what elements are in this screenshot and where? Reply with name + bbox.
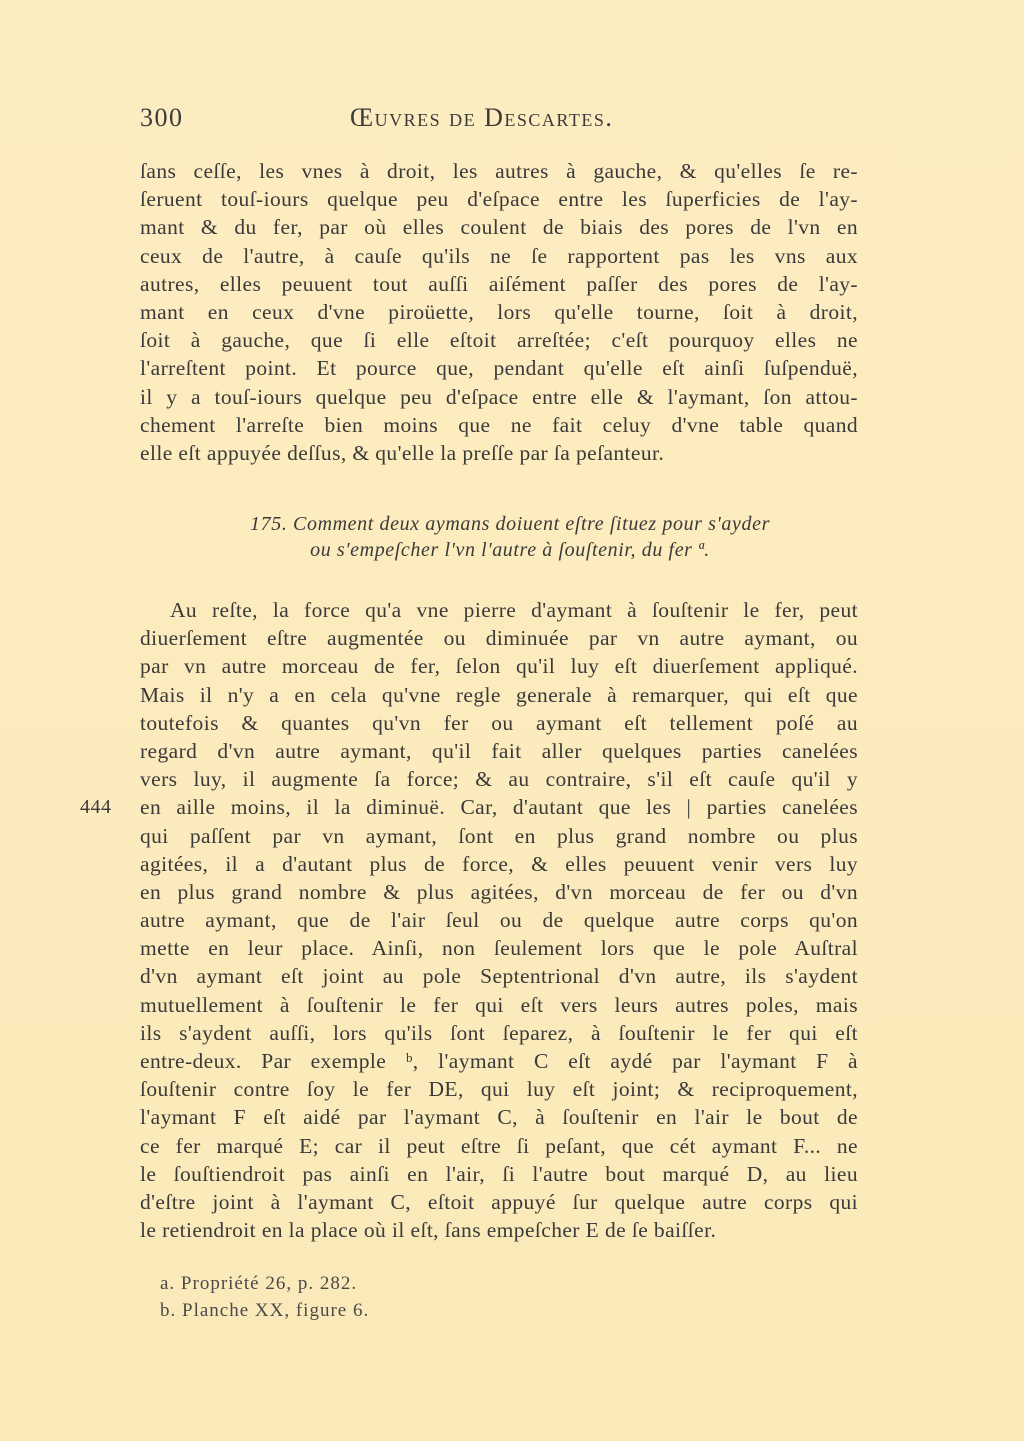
text-line: mant en ceux d'vne piroüette, lors qu'elle tourne, ſoit à droit, xyxy=(140,299,858,324)
text-line: le retiendroit en la place où il eſt, ſans empeſcher E de ſe baiſſer. xyxy=(140,1218,717,1243)
text-line: mette en leur place. Ainſi, non ſeulement lors que le pole Auſtral xyxy=(140,936,858,961)
text-line: ſouſtenir contre ſoy le fer DE, qui luy eſt joint; & reciproquement, xyxy=(140,1077,858,1102)
text-line: l'arreſtent point. Et pource que, pendant qu'elle eſt ainſi ſuſpenduë, xyxy=(140,356,858,381)
text-line: ſans ceſſe, les vnes à droit, les autres à gauche, & qu'elles ſe re- xyxy=(140,159,858,183)
text-line: autres, elles peuuent tout auſſi aiſément paſſer des pores de l'ay- xyxy=(140,271,858,296)
text-line: d'eſtre joint à l'aymant C, eſtoit appuyé ſur quelque autre corps qui xyxy=(140,1189,858,1214)
text-line: toutefois & quantes qu'vn fer ou aymant eſt tellement poſé au xyxy=(140,710,858,735)
text-line: chement l'arreſte bien moins que ne fait celuy d'vne table quand xyxy=(140,412,858,437)
running-title: Œuvres de Descartes. xyxy=(350,103,614,132)
text-line: il y a touſ-iours quelque peu d'eſpace entre elle & l'aymant, ſon attou- xyxy=(140,384,858,409)
footnote: b. Planche XX, figure 6. xyxy=(160,1300,370,1321)
text-line: l'aymant F eſt aidé par l'aymant C, à ſouſtenir en l'air le bout de xyxy=(140,1105,858,1130)
text-line: en plus grand nombre & plus agitées, d'vn morceau de fer ou d'vn xyxy=(140,879,858,904)
text-line: ſoit à gauche, que ſi elle eſtoit arreſtée; c'eſt pourquoy elles ne xyxy=(140,328,858,353)
section-heading xyxy=(140,511,880,563)
text-line: mutuellement à ſouſtenir le fer qui eſt vers leurs autres poles, mais xyxy=(140,992,858,1017)
text-line: autre aymant, que de l'air ſeul ou de quelque autre corps qu'on xyxy=(140,908,858,933)
page-header xyxy=(140,103,860,143)
text-line: ce fer marqué E; car il peut eſtre ſi peſant, que cét aymant F... ne xyxy=(140,1133,858,1158)
text-line: qui paſſent par vn aymant, ſont en plus grand nombre ou plus xyxy=(140,823,858,848)
footnotes xyxy=(160,1270,369,1324)
text-line: regard d'vn autre aymant, qu'il fait aller quelques parties canelées xyxy=(140,738,858,763)
footnote: a. Propriété 26, p. 282. xyxy=(160,1273,358,1294)
heading-line: 175. Comment deux aymans doiuent eſtre ſituez pour s'ayder xyxy=(250,513,770,535)
text-line: ceux de l'autre, à cauſe qu'ils ne ſe rapportent pas les vns aux xyxy=(140,243,858,268)
text-line: le ſouſtiendroit pas ainſi en l'air, ſi l'autre bout marqué D, au lieu xyxy=(140,1161,858,1186)
text-line: ſeruent touſ-iours quelque peu d'eſpace entre les ſuperficies de l'ay- xyxy=(140,187,858,212)
margin-page-reference: 444 xyxy=(80,796,112,818)
page-number: 300 xyxy=(140,103,184,132)
text-line: Mais il n'y a en cela qu'vne regle generale à remarquer, qui eſt que xyxy=(140,682,858,707)
text-line: elle eſt appuyée deſſus, & qu'elle la preſſe par ſa peſanteur. xyxy=(140,440,665,465)
text-line: d'vn aymant eſt joint au pole Septentrional d'vn autre, ils s'aydent xyxy=(140,964,858,989)
paragraph-continuation xyxy=(140,157,858,467)
text-line: en aille moins, il la diminuë. Car, d'autant que les | parties canelées xyxy=(140,795,858,820)
text-line: Au reſte, la force qu'a vne pierre d'aymant à ſouſtenir le fer, peut xyxy=(170,598,858,622)
text-line: diuerſement eſtre augmentée ou diminuée par vn autre aymant, ou xyxy=(140,626,858,651)
text-line: mant & du fer, par où elles coulent de biais des pores de l'vn en xyxy=(140,215,858,240)
text-line: par vn autre morceau de fer, ſelon qu'il luy eſt diuerſement appliqué. xyxy=(140,654,858,679)
text-line: entre-deux. Par exemple ᵇ, l'aymant C eſt aydé par l'aymant F à xyxy=(140,1049,858,1073)
text-line: ils s'aydent auſſi, lors qu'ils ſont ſeparez, à ſouſtenir le fer qui eſt xyxy=(140,1020,858,1045)
paragraph-175 xyxy=(140,596,858,1244)
text-line: vers luy, il augmente ſa force; & au contraire, s'il eſt cauſe qu'il y xyxy=(140,767,858,792)
heading-line: ou s'empeſcher l'vn l'autre à ſouſtenir, du fer ª. xyxy=(310,539,710,561)
text-line: agitées, il a d'autant plus de force, & elles peuuent venir vers luy xyxy=(140,851,858,876)
